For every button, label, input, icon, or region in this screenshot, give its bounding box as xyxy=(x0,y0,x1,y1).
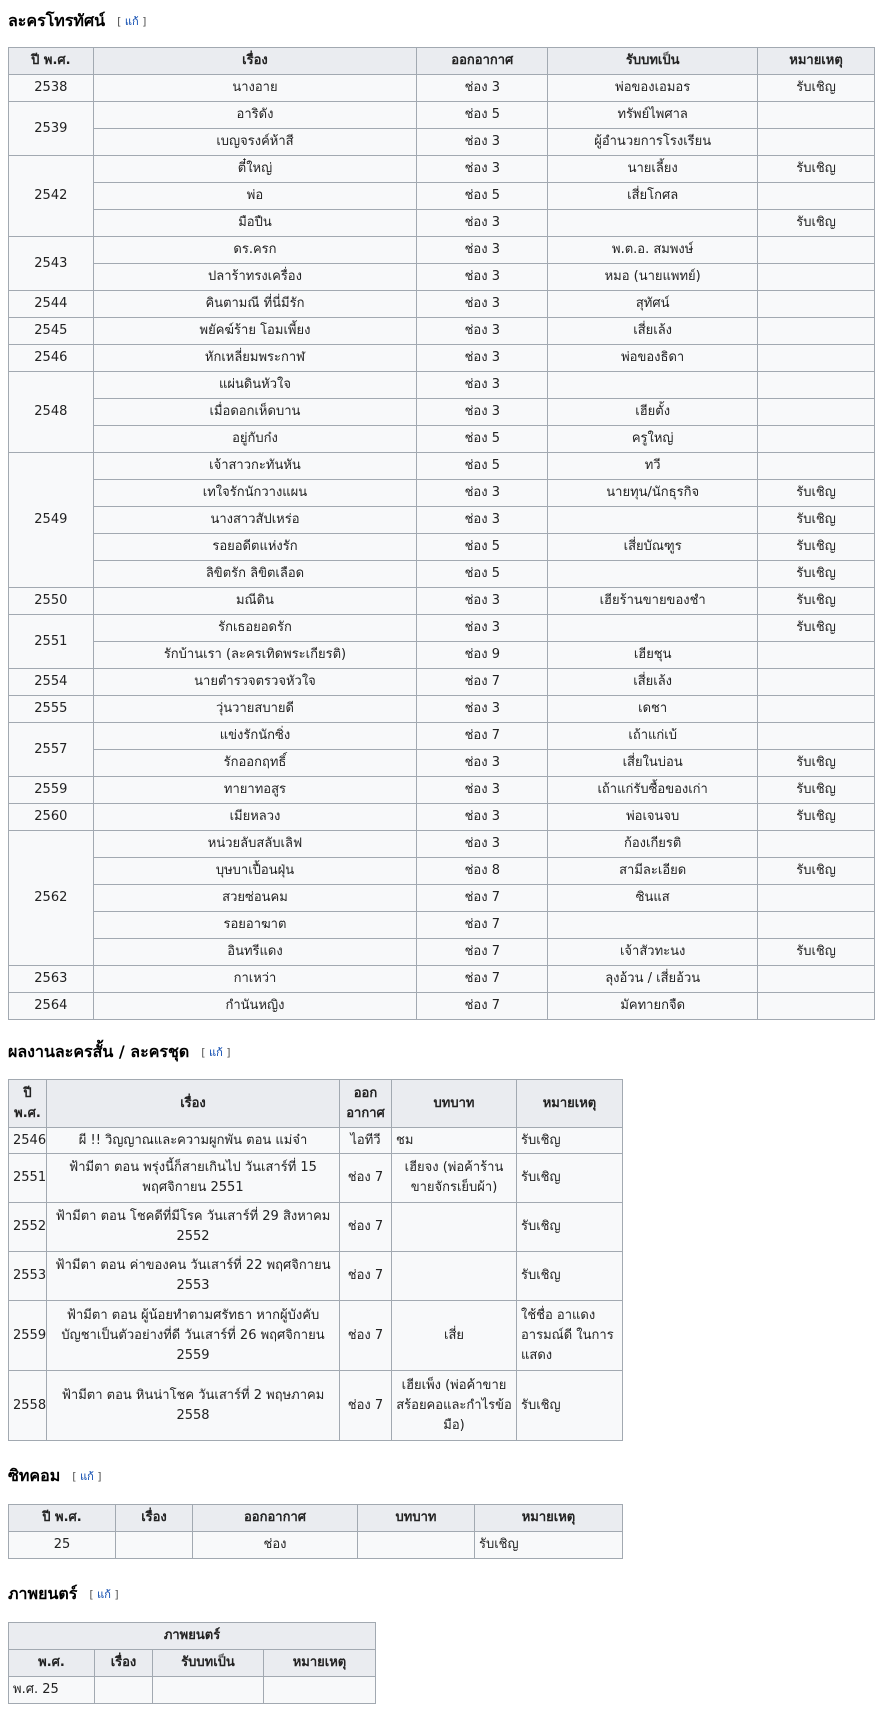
short-header-row xyxy=(9,1080,623,1128)
film-role xyxy=(153,1677,264,1704)
tv-role: เฮียตั้ง xyxy=(548,399,758,426)
tv-note: รับเชิญ xyxy=(758,75,875,102)
short-channel: ไอทีวี xyxy=(340,1128,392,1154)
table-row xyxy=(9,993,875,1020)
short-drama-table xyxy=(8,1079,623,1441)
tv-title: แข่งรักนักซิ่ง xyxy=(93,723,417,750)
short-channel: ช่อง 7 xyxy=(340,1252,392,1301)
film-caption-row xyxy=(9,1623,376,1650)
table-row xyxy=(9,966,875,993)
tv-title: อาริดัง xyxy=(93,102,417,129)
edit-link-sitcom-text[interactable]: แก้ xyxy=(80,1470,94,1483)
tv-note: รับเชิญ xyxy=(758,480,875,507)
short-role: เฮียจง (พ่อค้าร้านขายจักรเย็บผ้า) xyxy=(392,1154,517,1203)
tv-note: รับเชิญ xyxy=(758,804,875,831)
table-row xyxy=(9,129,875,156)
sitcom-col-channel: ออกอากาศ xyxy=(193,1505,358,1532)
tv-channel: ช่อง 5 xyxy=(417,183,548,210)
tv-role xyxy=(548,561,758,588)
tv-role: นายทุน/นักธุรกิจ xyxy=(548,480,758,507)
tv-col-note: หมายเหตุ xyxy=(758,48,875,75)
tv-role: สามีละเอียด xyxy=(548,858,758,885)
table-row xyxy=(9,804,875,831)
section-title-sitcom xyxy=(8,1457,876,1495)
tv-channel: ช่อง 3 xyxy=(417,480,548,507)
table-row xyxy=(9,1677,376,1704)
tv-title: คินตามณี ที่นี่มีรัก xyxy=(93,291,417,318)
tv-year: 2543 xyxy=(9,237,94,291)
short-year: 2551 xyxy=(9,1154,47,1203)
short-role: ชม xyxy=(392,1128,517,1154)
tv-channel: ช่อง 3 xyxy=(417,831,548,858)
tv-col-role: รับบทเป็น xyxy=(548,48,758,75)
film-col-note: หมายเหตุ xyxy=(264,1650,376,1677)
short-role xyxy=(392,1203,517,1252)
tv-year: 2563 xyxy=(9,966,94,993)
section-title-sitcom-text: ซิทคอม xyxy=(8,1465,61,1485)
table-row xyxy=(9,210,875,237)
tv-title: พ่อ xyxy=(93,183,417,210)
tv-note xyxy=(758,102,875,129)
table-row xyxy=(9,831,875,858)
short-channel: ช่อง 7 xyxy=(340,1154,392,1203)
tv-note xyxy=(758,642,875,669)
tv-role: มัคทายกจืด xyxy=(548,993,758,1020)
tv-channel: ช่อง 3 xyxy=(417,75,548,102)
tv-title: ทายาทอสูร xyxy=(93,777,417,804)
tv-channel: ช่อง 3 xyxy=(417,804,548,831)
tv-role: ทรัพย์ไพศาล xyxy=(548,102,758,129)
edit-link-short[interactable]: [ แก้ ] xyxy=(201,1046,231,1059)
tv-channel: ช่อง 3 xyxy=(417,237,548,264)
tv-title: เจ้าสาวกะทันหัน xyxy=(93,453,417,480)
tv-note xyxy=(758,831,875,858)
short-col-year: ปี พ.ศ. xyxy=(9,1080,47,1128)
tv-title: พยัคฆ์ร้าย โอมเพี้ยง xyxy=(93,318,417,345)
tv-channel: ช่อง 7 xyxy=(417,966,548,993)
tv-header-row xyxy=(9,48,875,75)
tv-title: รักออกฤทธิ์ xyxy=(93,750,417,777)
section-title-short xyxy=(8,1033,876,1071)
film-year: พ.ศ. 25 xyxy=(9,1677,95,1704)
tv-note: รับเชิญ xyxy=(758,210,875,237)
film-note xyxy=(264,1677,376,1704)
short-note: รับเชิญ xyxy=(517,1154,623,1203)
table-row xyxy=(9,1128,623,1154)
tv-role: พ่อเจนจบ xyxy=(548,804,758,831)
table-row xyxy=(9,291,875,318)
tv-title: แผ่นดินหัวใจ xyxy=(93,372,417,399)
table-row xyxy=(9,75,875,102)
short-title: ฟ้ามีตา ตอน โชคดีที่มีโรค วันเสาร์ที่ 29 สิงหาคม 2552 xyxy=(47,1203,340,1252)
tv-note xyxy=(758,885,875,912)
tv-role xyxy=(548,372,758,399)
table-row xyxy=(9,372,875,399)
tv-year: 2545 xyxy=(9,318,94,345)
tv-note xyxy=(758,264,875,291)
tv-channel: ช่อง 3 xyxy=(417,399,548,426)
table-row xyxy=(9,399,875,426)
film-header-row xyxy=(9,1650,376,1677)
table-row xyxy=(9,777,875,804)
tv-role: เถ้าแก่เบ้ xyxy=(548,723,758,750)
sitcom-col-title: เรื่อง xyxy=(116,1505,193,1532)
table-row xyxy=(9,588,875,615)
table-row xyxy=(9,534,875,561)
table-row xyxy=(9,345,875,372)
table-row xyxy=(9,1532,623,1559)
tv-channel: ช่อง 3 xyxy=(417,696,548,723)
short-role xyxy=(392,1252,517,1301)
tv-channel: ช่อง 7 xyxy=(417,885,548,912)
tv-note xyxy=(758,696,875,723)
tv-note xyxy=(758,237,875,264)
tv-title: เมื่อดอกเห็ดบาน xyxy=(93,399,417,426)
tv-role xyxy=(548,615,758,642)
tv-title: ลิขิตรัก ลิขิตเลือด xyxy=(93,561,417,588)
tv-role: เฮียชุน xyxy=(548,642,758,669)
sitcom-col-year: ปี พ.ศ. xyxy=(9,1505,116,1532)
tv-role: ลุงอ้วน / เสี่ยอ้วน xyxy=(548,966,758,993)
tv-year: 2542 xyxy=(9,156,94,237)
tv-role xyxy=(548,507,758,534)
tv-year: 2564 xyxy=(9,993,94,1020)
tv-drama-table xyxy=(8,47,875,1020)
table-row xyxy=(9,642,875,669)
tv-note: รับเชิญ xyxy=(758,507,875,534)
tv-role: ครูใหญ่ xyxy=(548,426,758,453)
film-col-title: เรื่อง xyxy=(95,1650,153,1677)
short-role: เสี่ย xyxy=(392,1301,517,1371)
section-title-film-text: ภาพยนตร์ xyxy=(8,1583,78,1603)
tv-role: พ่อของเอมอร xyxy=(548,75,758,102)
tv-role: เจ้าสัวทะนง xyxy=(548,939,758,966)
tv-note xyxy=(758,291,875,318)
short-year: 2559 xyxy=(9,1301,47,1371)
section-title-film xyxy=(8,1575,876,1613)
short-channel: ช่อง 7 xyxy=(340,1301,392,1371)
short-col-note: หมายเหตุ xyxy=(517,1080,623,1128)
tv-channel: ช่อง 3 xyxy=(417,264,548,291)
tv-channel: ช่อง 5 xyxy=(417,426,548,453)
table-row xyxy=(9,696,875,723)
tv-note: รับเชิญ xyxy=(758,939,875,966)
tv-channel: ช่อง 7 xyxy=(417,669,548,696)
tv-note: รับเชิญ xyxy=(758,750,875,777)
tv-channel: ช่อง 7 xyxy=(417,993,548,1020)
table-row xyxy=(9,1154,623,1203)
short-col-role: บทบาท xyxy=(392,1080,517,1128)
tv-channel: ช่อง 7 xyxy=(417,939,548,966)
tv-title: นายตำรวจตรวจหัวใจ xyxy=(93,669,417,696)
table-row xyxy=(9,615,875,642)
tv-title: นางอาย xyxy=(93,75,417,102)
sitcom-title xyxy=(116,1532,193,1559)
section-title-short-text: ผลงานละครสั้น / ละครชุด xyxy=(8,1041,190,1061)
tv-role: เสี่ยเล้ง xyxy=(548,669,758,696)
tv-channel: ช่อง 3 xyxy=(417,507,548,534)
tv-role: เสี่ยในบ่อน xyxy=(548,750,758,777)
sitcom-channel: ช่อง xyxy=(193,1532,358,1559)
tv-channel: ช่อง 8 xyxy=(417,858,548,885)
short-year: 2546 xyxy=(9,1128,47,1154)
tv-note xyxy=(758,912,875,939)
tv-year: 2546 xyxy=(9,345,94,372)
tv-year: 2560 xyxy=(9,804,94,831)
tv-note xyxy=(758,399,875,426)
table-row xyxy=(9,426,875,453)
tv-channel: ช่อง 3 xyxy=(417,156,548,183)
tv-title: ตี๋ใหญ่ xyxy=(93,156,417,183)
tv-role: ผู้อำนวยการโรงเรียน xyxy=(548,129,758,156)
tv-year: 2559 xyxy=(9,777,94,804)
tv-channel: ช่อง 5 xyxy=(417,561,548,588)
tv-channel: ช่อง 3 xyxy=(417,210,548,237)
film-col-year: พ.ศ. xyxy=(9,1650,95,1677)
short-title: ฟ้ามีตา ตอน ผู้น้อยทำตามศรัทธา หากผู้บังคับบัญชาเป็นตัวอย่างที่ดี วันเสาร์ที่ 26 พฤศจิกายน 2559 xyxy=(47,1301,340,1371)
tv-title: หน่วยลับสลับเลิฟ xyxy=(93,831,417,858)
tv-year: 2550 xyxy=(9,588,94,615)
tv-note xyxy=(758,183,875,210)
tv-title: รักบ้านเรา (ละครเทิดพระเกียรติ) xyxy=(93,642,417,669)
tv-role: สุทัศน์ xyxy=(548,291,758,318)
tv-year: 2539 xyxy=(9,102,94,156)
tv-note: รับเชิญ xyxy=(758,534,875,561)
short-title: ฟ้ามีตา ตอน หินน่าโชค วันเสาร์ที่ 2 พฤษภาคม 2558 xyxy=(47,1371,340,1441)
edit-link-tv[interactable]: [ แก้ ] xyxy=(117,15,147,28)
tv-role: เฮียร้านขายของชำ xyxy=(548,588,758,615)
tv-role: เสี่ยเล้ง xyxy=(548,318,758,345)
tv-year: 2557 xyxy=(9,723,94,777)
tv-note: รับเชิญ xyxy=(758,858,875,885)
sitcom-col-note: หมายเหตุ xyxy=(475,1505,623,1532)
tv-channel: ช่อง 5 xyxy=(417,534,548,561)
table-row xyxy=(9,912,875,939)
tv-role: ซินแส xyxy=(548,885,758,912)
tv-title: เมียหลวง xyxy=(93,804,417,831)
tv-title: กาเหว่า xyxy=(93,966,417,993)
tv-role: พ.ต.อ. สมพงษ์ xyxy=(548,237,758,264)
tv-title: รักเธอยอดรัก xyxy=(93,615,417,642)
short-year: 2553 xyxy=(9,1252,47,1301)
tv-title: อินทรีแดง xyxy=(93,939,417,966)
tv-year: 2554 xyxy=(9,669,94,696)
tv-role: ทวี xyxy=(548,453,758,480)
short-note: รับเชิญ xyxy=(517,1203,623,1252)
short-channel: ช่อง 7 xyxy=(340,1203,392,1252)
tv-note: รับเชิญ xyxy=(758,777,875,804)
tv-year: 2549 xyxy=(9,453,94,588)
edit-link-sitcom[interactable]: [ แก้ ] xyxy=(72,1470,102,1483)
table-row xyxy=(9,885,875,912)
tv-channel: ช่อง 3 xyxy=(417,615,548,642)
table-row xyxy=(9,156,875,183)
tv-role xyxy=(548,912,758,939)
tv-title: มณีดิน xyxy=(93,588,417,615)
table-row xyxy=(9,858,875,885)
section-title-tv xyxy=(8,2,876,40)
edit-link-tv-text[interactable]: แก้ xyxy=(124,15,139,28)
tv-channel: ช่อง 3 xyxy=(417,291,548,318)
table-row xyxy=(9,1203,623,1252)
tv-col-year: ปี พ.ศ. xyxy=(9,48,94,75)
section-title-tv-text: ละครโทรทัศน์ xyxy=(8,10,106,30)
table-row xyxy=(9,453,875,480)
film-col-role: รับบทเป็น xyxy=(153,1650,264,1677)
tv-note xyxy=(758,129,875,156)
film-table xyxy=(8,1622,376,1704)
tv-note xyxy=(758,318,875,345)
short-year: 2558 xyxy=(9,1371,47,1441)
tv-role: ก้องเกียรติ xyxy=(548,831,758,858)
short-note: รับเชิญ xyxy=(517,1371,623,1441)
short-col-title: เรื่อง xyxy=(47,1080,340,1128)
tv-note xyxy=(758,426,875,453)
tv-channel: ช่อง 7 xyxy=(417,723,548,750)
tv-note xyxy=(758,993,875,1020)
short-note: ใช้ชื่อ อาแดง อารมณ์ดี ในการแสดง xyxy=(517,1301,623,1371)
table-row xyxy=(9,102,875,129)
tv-title: ดร.ครก xyxy=(93,237,417,264)
tv-title: นางสาวสัปเหร่อ xyxy=(93,507,417,534)
tv-channel: ช่อง 5 xyxy=(417,453,548,480)
table-row xyxy=(9,480,875,507)
tv-channel: ช่อง 9 xyxy=(417,642,548,669)
short-title: ฟ้ามีตา ตอน พรุ่งนี้ก็สายเกินไป วันเสาร์ที่ 15 พฤศจิกายน 2551 xyxy=(47,1154,340,1203)
tv-note xyxy=(758,372,875,399)
short-channel: ช่อง 7 xyxy=(340,1371,392,1441)
tv-title: เทใจรักนักวางแผน xyxy=(93,480,417,507)
tv-year: 2551 xyxy=(9,615,94,669)
tv-channel: ช่อง 3 xyxy=(417,588,548,615)
tv-title: รอยอดีตแห่งรัก xyxy=(93,534,417,561)
film-title xyxy=(95,1677,153,1704)
short-title: ฟ้ามีตา ตอน ค่าของคน วันเสาร์ที่ 22 พฤศจิกายน 2553 xyxy=(47,1252,340,1301)
short-year: 2552 xyxy=(9,1203,47,1252)
tv-year: 2548 xyxy=(9,372,94,453)
tv-role: หมอ (นายแพทย์) xyxy=(548,264,758,291)
tv-role: นายเลี้ยง xyxy=(548,156,758,183)
table-row xyxy=(9,750,875,777)
sitcom-header-row xyxy=(9,1505,623,1532)
tv-note xyxy=(758,669,875,696)
table-row xyxy=(9,939,875,966)
table-row xyxy=(9,183,875,210)
tv-year: 2544 xyxy=(9,291,94,318)
short-note: รับเชิญ xyxy=(517,1252,623,1301)
short-role: เฮียเพ็ง (พ่อค้าขายสร้อยคอและกำไรข้อมือ) xyxy=(392,1371,517,1441)
tv-title: อยู่กับก๋ง xyxy=(93,426,417,453)
tv-channel: ช่อง 5 xyxy=(417,102,548,129)
tv-role: เถ้าแก่รับซื้อของเก่า xyxy=(548,777,758,804)
tv-note: รับเชิญ xyxy=(758,156,875,183)
tv-note xyxy=(758,453,875,480)
tv-year: 2555 xyxy=(9,696,94,723)
tv-title: กำนันหญิง xyxy=(93,993,417,1020)
tv-title: สวยซ่อนคม xyxy=(93,885,417,912)
table-row xyxy=(9,1301,623,1371)
short-note: รับเชิญ xyxy=(517,1128,623,1154)
tv-role: เสี่ยโกศล xyxy=(548,183,758,210)
tv-channel: ช่อง 3 xyxy=(417,750,548,777)
table-row xyxy=(9,237,875,264)
table-row xyxy=(9,561,875,588)
tv-note xyxy=(758,345,875,372)
tv-year: 2538 xyxy=(9,75,94,102)
tv-note xyxy=(758,723,875,750)
sitcom-table xyxy=(8,1504,623,1559)
table-row xyxy=(9,318,875,345)
tv-title: วุ่นวายสบายดี xyxy=(93,696,417,723)
tv-channel: ช่อง 3 xyxy=(417,777,548,804)
tv-title: รอยอาฆาต xyxy=(93,912,417,939)
tv-note: รับเชิญ xyxy=(758,561,875,588)
table-row xyxy=(9,507,875,534)
short-title: ผี !! วิญญาณและความผูกพัน ตอน แม่จ๋า xyxy=(47,1128,340,1154)
table-row xyxy=(9,1252,623,1301)
sitcom-role xyxy=(358,1532,475,1559)
tv-channel: ช่อง 3 xyxy=(417,372,548,399)
tv-col-title: เรื่อง xyxy=(93,48,417,75)
tv-role: เดชา xyxy=(548,696,758,723)
edit-link-film[interactable]: [ แก้ ] xyxy=(89,1588,119,1601)
tv-title: หักเหลี่ยมพระกาฬ xyxy=(93,345,417,372)
tv-channel: ช่อง 7 xyxy=(417,912,548,939)
tv-role xyxy=(548,210,758,237)
tv-role: เสี่ยบัณฑูร xyxy=(548,534,758,561)
table-row xyxy=(9,1371,623,1441)
edit-link-short-text[interactable]: แก้ xyxy=(209,1046,223,1059)
table-row xyxy=(9,669,875,696)
tv-title: ปลาร้าทรงเครื่อง xyxy=(93,264,417,291)
tv-note xyxy=(758,966,875,993)
edit-link-film-text[interactable]: แก้ xyxy=(97,1588,111,1601)
table-row xyxy=(9,264,875,291)
tv-note: รับเชิญ xyxy=(758,588,875,615)
sitcom-col-role: บทบาท xyxy=(358,1505,475,1532)
tv-title: บุษบาเปื้อนฝุ่น xyxy=(93,858,417,885)
table-row xyxy=(9,723,875,750)
film-caption: ภาพยนตร์ xyxy=(9,1623,376,1650)
tv-year: 2562 xyxy=(9,831,94,966)
tv-channel: ช่อง 3 xyxy=(417,345,548,372)
sitcom-note: รับเชิญ xyxy=(475,1532,623,1559)
tv-channel: ช่อง 3 xyxy=(417,318,548,345)
sitcom-year: 25 xyxy=(9,1532,116,1559)
tv-role: พ่อของธิดา xyxy=(548,345,758,372)
tv-title: มือปืน xyxy=(93,210,417,237)
tv-col-channel: ออกอากาศ xyxy=(417,48,548,75)
tv-note: รับเชิญ xyxy=(758,615,875,642)
short-col-channel: ออกอากาศ xyxy=(340,1080,392,1128)
tv-title: เบญจรงค์ห้าสี xyxy=(93,129,417,156)
tv-channel: ช่อง 3 xyxy=(417,129,548,156)
